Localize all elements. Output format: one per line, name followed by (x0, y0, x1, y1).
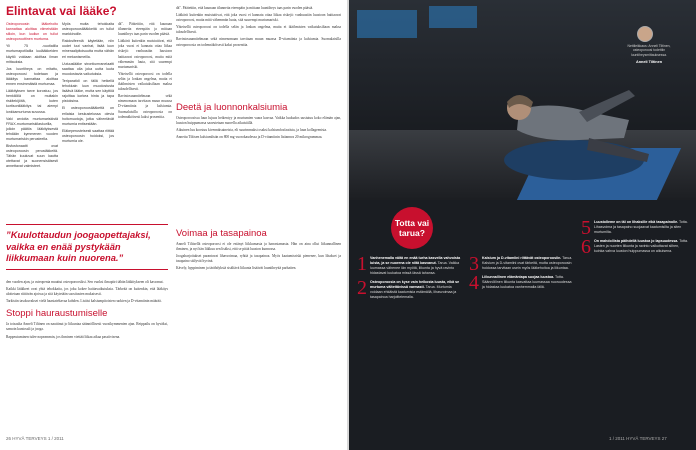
tip-text: Tarua. Vaikka luumassa vähenee iän myötä, liikunta ja hyvä ravinto hidastavat luukatoa missä iässä tahansa. (370, 261, 460, 275)
tip-number: 1 (357, 256, 367, 275)
sidebar-item: Raloksifeeniä käytetään, niin uudet luut vanhat, lisää luun mineraalipitoisuutta mutta vähän eri mekanismeilla. (62, 39, 114, 59)
tips-column-1 (357, 256, 461, 432)
tip-title: Kalsium ja D-vitamiini riittävät osteoporoosiin. (482, 256, 562, 260)
tip-text: Totta. Säännöllinen liikunta kasvattaa luumassaa nuoruudessa ja hidastaa luukatoa vanhemmalla iällä. (482, 275, 572, 289)
true-false-badge: Totta vai tarua? (391, 207, 433, 249)
tip-number: 2 (357, 277, 367, 299)
body-paragraph: Rappeutuminen tulee nopeammin, jos ihminen viettää liikaa aikaa passiivisena. (6, 334, 121, 339)
page-footer-right: 1 / 2011 HYVÄ TERVEYS 27 (609, 436, 667, 441)
body-paragraph: Anneli Tiltisellä osteoporoosi ei ole estänyt liikkumasta ja harrastamasta. Hän on aina ollut liikunnallinen ihminen, ja nyt hän liikkuu sen lisäksi, että se pitää luuston kunnossa. (176, 242, 341, 252)
person-photo (349, 0, 696, 200)
body-paragraph: Kaikki lääkkeet ovat yhtä tehokkaita, jos joku kokee haittavaikutuksia. Tärkeää on kuitenkin, että lääkitys aloitetaan riittävän ajoissa ja sitä käytetään suositusten mukaisesti. (6, 287, 168, 297)
section-heading: Voimaa ja tasapainoa (176, 228, 267, 239)
body-column-lower-right (176, 224, 341, 430)
sidebar-item: Jos luuntiheys on mitattu, osteoporoosi todetaan ja lääkitys kannattaa aloittaa ennen ensimmäistä murtumaa. (6, 66, 58, 87)
sidebar-item: Teriparatidi on tällä hetkellä tehokkain luun muodostusta lisäävä lääke, mutta sen käyttöä rajoittaa korkea hinta ja tapa pistoksina. (62, 78, 114, 104)
sidebar-column-2 (62, 22, 114, 220)
body-paragraph: dä". Päätettiin, että kaunaan tilannetta eteenpäin ja mittaan luuntiheys taas parin vuoden päästä. (176, 6, 314, 10)
person-name: Anneli Tiltinen (635, 60, 663, 65)
page-footer-left: 26 HYVÄ TERVEYS 1 / 2011 (6, 436, 64, 441)
sidebar-item: Myös muita tehokkaita osteoporoosilääkkeitä on tullut markkinoille. (62, 22, 114, 37)
left-page (0, 0, 347, 450)
photo-caption (621, 44, 677, 65)
sidebar-item: Osteoporoosin lääkehoito kannattaa aloittaa viimeistään silloin, kun luuliun on tullut osteoporoottinen murtuma. (6, 22, 58, 42)
sidebar-column-3 (118, 22, 172, 220)
sidebar-item: Lääkityksen tarve korostuu, jos henkilöllä on muitakin riskitekijöitä, kuten kortisonilääkitys tai aiempi lonkkamurtuma suvussa. (6, 89, 58, 114)
photo-caption-text: Nettileikkaus: Anneli Tiltinen, osteoporoosi todettiin luuntiheysmittauksessa. (627, 44, 671, 57)
sidebar-item: Ei osteoporoosilääkettä on erilaisia keskustelussa olevia hoitomuotoja, jotka vähentävät murtumia entisestään. (62, 106, 114, 126)
body-paragraph: Tarkistin tasokuvakset vielä haastateltavaa kohden. Lisäisi kalsiumpitoisten ruokien ja D-vitamiinin määrää. (6, 299, 162, 304)
body-paragraph: Ravintosuunnitelmaan sekä nimenomaan tarvitaan muun muassa D-vitamiinia ja kalsiumia. Suomalaisilla osteoporoosia on todennäköisesti kaksi prosenttia. (176, 37, 341, 47)
pull-quote: ”Kuulottaudun joogaopettajaksi, vaikka en enää pystykään liikkumaan kuin nuorena.” (6, 224, 168, 270)
window-light (357, 10, 417, 38)
tip-title: Osteoporoosia on kyse vain heikosta luusta, eikä se murtuma vältettävissä varmasti. (370, 280, 460, 289)
body-column-lower-left (6, 280, 168, 430)
tips-column-2 (469, 256, 573, 432)
body-paragraph: den vuoden ajan, ja osteopenia muuttui osteoporoosiksi. Sen vuoksi ilmapiiri tähän lääkitykseen oli kasvanut. (6, 280, 164, 284)
body-paragraph: Ravintosuunnitelmaan sekä nimenomaan tarvitaan muun muassa D-vitamiinia ja kalsiumia. Suomalaisilla osteoporoosia on todennäköisesti kaksi prosenttia. (118, 94, 172, 119)
body-paragraph: Lääkärit kuitenkin muistuttivat, että joka vuosi ei kannata ottaa liikaa riskejä: vanhuusiän luustoon haittaavat osteoporoosi, mutta mitä vähemmän luuta, sitä suurempi murtumariski. (176, 13, 341, 23)
section-heading: Deetä ja luonnonkalsiumia (176, 102, 288, 113)
tip-item (469, 272, 573, 294)
tip-text: Totta. Lasten ja nuorten liikunta ja ravinto vaikuttavat siihen, kuinka vahva luuston huippumassa on aikuisena. (594, 239, 689, 253)
avatar-icon (637, 26, 653, 42)
tip-number: 6 (581, 236, 591, 258)
body-paragraph: Yhteisellä osteoporoosi on todella selän ja lonkan ongelma, mutta ei ikäihmisten vaikutuksiltaan maksa taloudellisesti. (118, 71, 172, 92)
tip-text: Totta. Lihasvoima ja tasapaino suojaavat kaatumisilta ja siten murtumilta. (594, 220, 688, 234)
tips-column-3 (581, 220, 689, 432)
tip-text: Tarua. Kalsium ja D-vitamiini ovat tärkeitä, mutta osteoporoosin hoidossa tarvitaan usein myös lääkehoitoa ja liikuntaa. (482, 256, 573, 270)
tip-text: Tarua. Murtumia voidaan ehkäistä kaatumisia estämällä, lihasvoimaa ja tasapainoa harjoittelemalla. (370, 285, 457, 299)
tip-number: 4 (469, 272, 479, 294)
sidebar-item: Vaki arvioita murtumariskistä FRAX-murtumariskilaskurilla, jolloin päätös lääkityksestä tehdään kymmenen vuoden murtumariskin perusteella. (6, 116, 58, 141)
tip-number: 3 (469, 256, 479, 275)
sidebar-item: Eläkeperusteisesti saattaa riittää osteoporoosin hoidoksi, jos murtumia ole. (62, 128, 114, 143)
section-heading: Stoppi hauraustumiselle (6, 308, 108, 320)
body-paragraph: Aikuinen luu koostuu kivennäisaineista, eli suurimmaksi osaksi kalsiumfosfaatista, ja luun kollageenista. (176, 128, 328, 133)
body-paragraph: Ja toisaalta Anneli Tiltinen on nauttinut jo liikuntaa säännöllisesti vuosikymmenien ajan. Reippailu on hyväksi, samoin kuntosali ja jooga. (6, 322, 168, 332)
tip-title: Luustolleme on täi on lihaksille eikä tasapainolle. (594, 220, 679, 224)
body-column-deeta (176, 98, 341, 220)
tip-item (581, 220, 689, 239)
tip-item (357, 256, 461, 276)
body-column-upper (176, 6, 341, 98)
tip-item (469, 256, 573, 275)
body-paragraph: Lääkärit kuitenkin muistuttivat, että joka vuosi ei kannata ottaa liikaa riskejä: vanhuusiän luustoon haittaavat osteoporoosi, mutta mitä vähemmän luuta, sitä suurempi murtumariski. (118, 39, 172, 69)
window-light (429, 6, 477, 28)
person-yoga-figure (479, 50, 659, 190)
tip-item (357, 277, 461, 300)
sidebar-column-1 (6, 22, 58, 220)
tip-title: On mahdollista päihdellä luustoa jo lapsuudessa. (594, 239, 679, 243)
body-paragraph: Yhteisellä osteoporoosi on todella selän ja lonkan ongelma, mutta ei ikäihmisten vaikutuksiltaan maksa taloudellisesti. (176, 25, 341, 35)
body-paragraph: Osteoporoosissa luun lujuus heikentyy ja murtumien vaara kasvaa. Vaikka luukudos uusiutuu koko elämän ajan, luuston huippumassa saavutetaan nuorella aikuisiällä. (176, 116, 341, 126)
right-page (349, 0, 696, 450)
tip-title: Vanhenemalla väitä en enää turha kasvella vahvoista luista, ja se nuorena ole niitä kasvanut. (370, 256, 461, 265)
tip-title: Liikunnallinen elämäntapa suojaa luustoa. (482, 275, 555, 279)
body-paragraph: Annettu Tiltisen kalsiumlisän on 800 mg vuorokaudessa ja D-vitamiinin lisäannos 20 mikrogrammaa. (176, 135, 323, 140)
tip-item (581, 236, 689, 258)
sidebar-item: Uutuuslääke strontiumranelaatti saattaa olla joka uutta luuta muodostavia vaikutuksia. (62, 61, 114, 76)
body-paragraph: dä". Päätettiin, että kaunaan tilannetta eteenpäin ja mittaan luuntiheys taas parin vuoden päästä. (118, 22, 172, 37)
tip-number: 5 (581, 220, 591, 239)
body-paragraph: Joogaharjoitukset parantavat lihasvoimaa, ryhtiä ja tasapainoa. Myös kaatumisriski pienenee, kun lihakset ja tasapaino säilyvät hyvinä. (176, 254, 341, 264)
sidebar-item: Bisfosfonaatit ovat osteoporoosin perustäkkeitä. Tähän kuuluvat suun kautta otettavat ja suonensisäisesti annettavat valmisteet. (6, 144, 58, 169)
page-title: Elintavat vai lääke? (6, 4, 117, 18)
sidebar-item: Yli 75 -vuotiaiilla murtumapotilailla luulääkkeiden käyttö voidaan aloittaa ilman mittauksia. (6, 44, 58, 64)
body-paragraph: Kävely, hyppiminen ja tärähdyksiä sisältävä liikunta lisäävät luuntiheyttä parhaiten. (176, 266, 297, 271)
